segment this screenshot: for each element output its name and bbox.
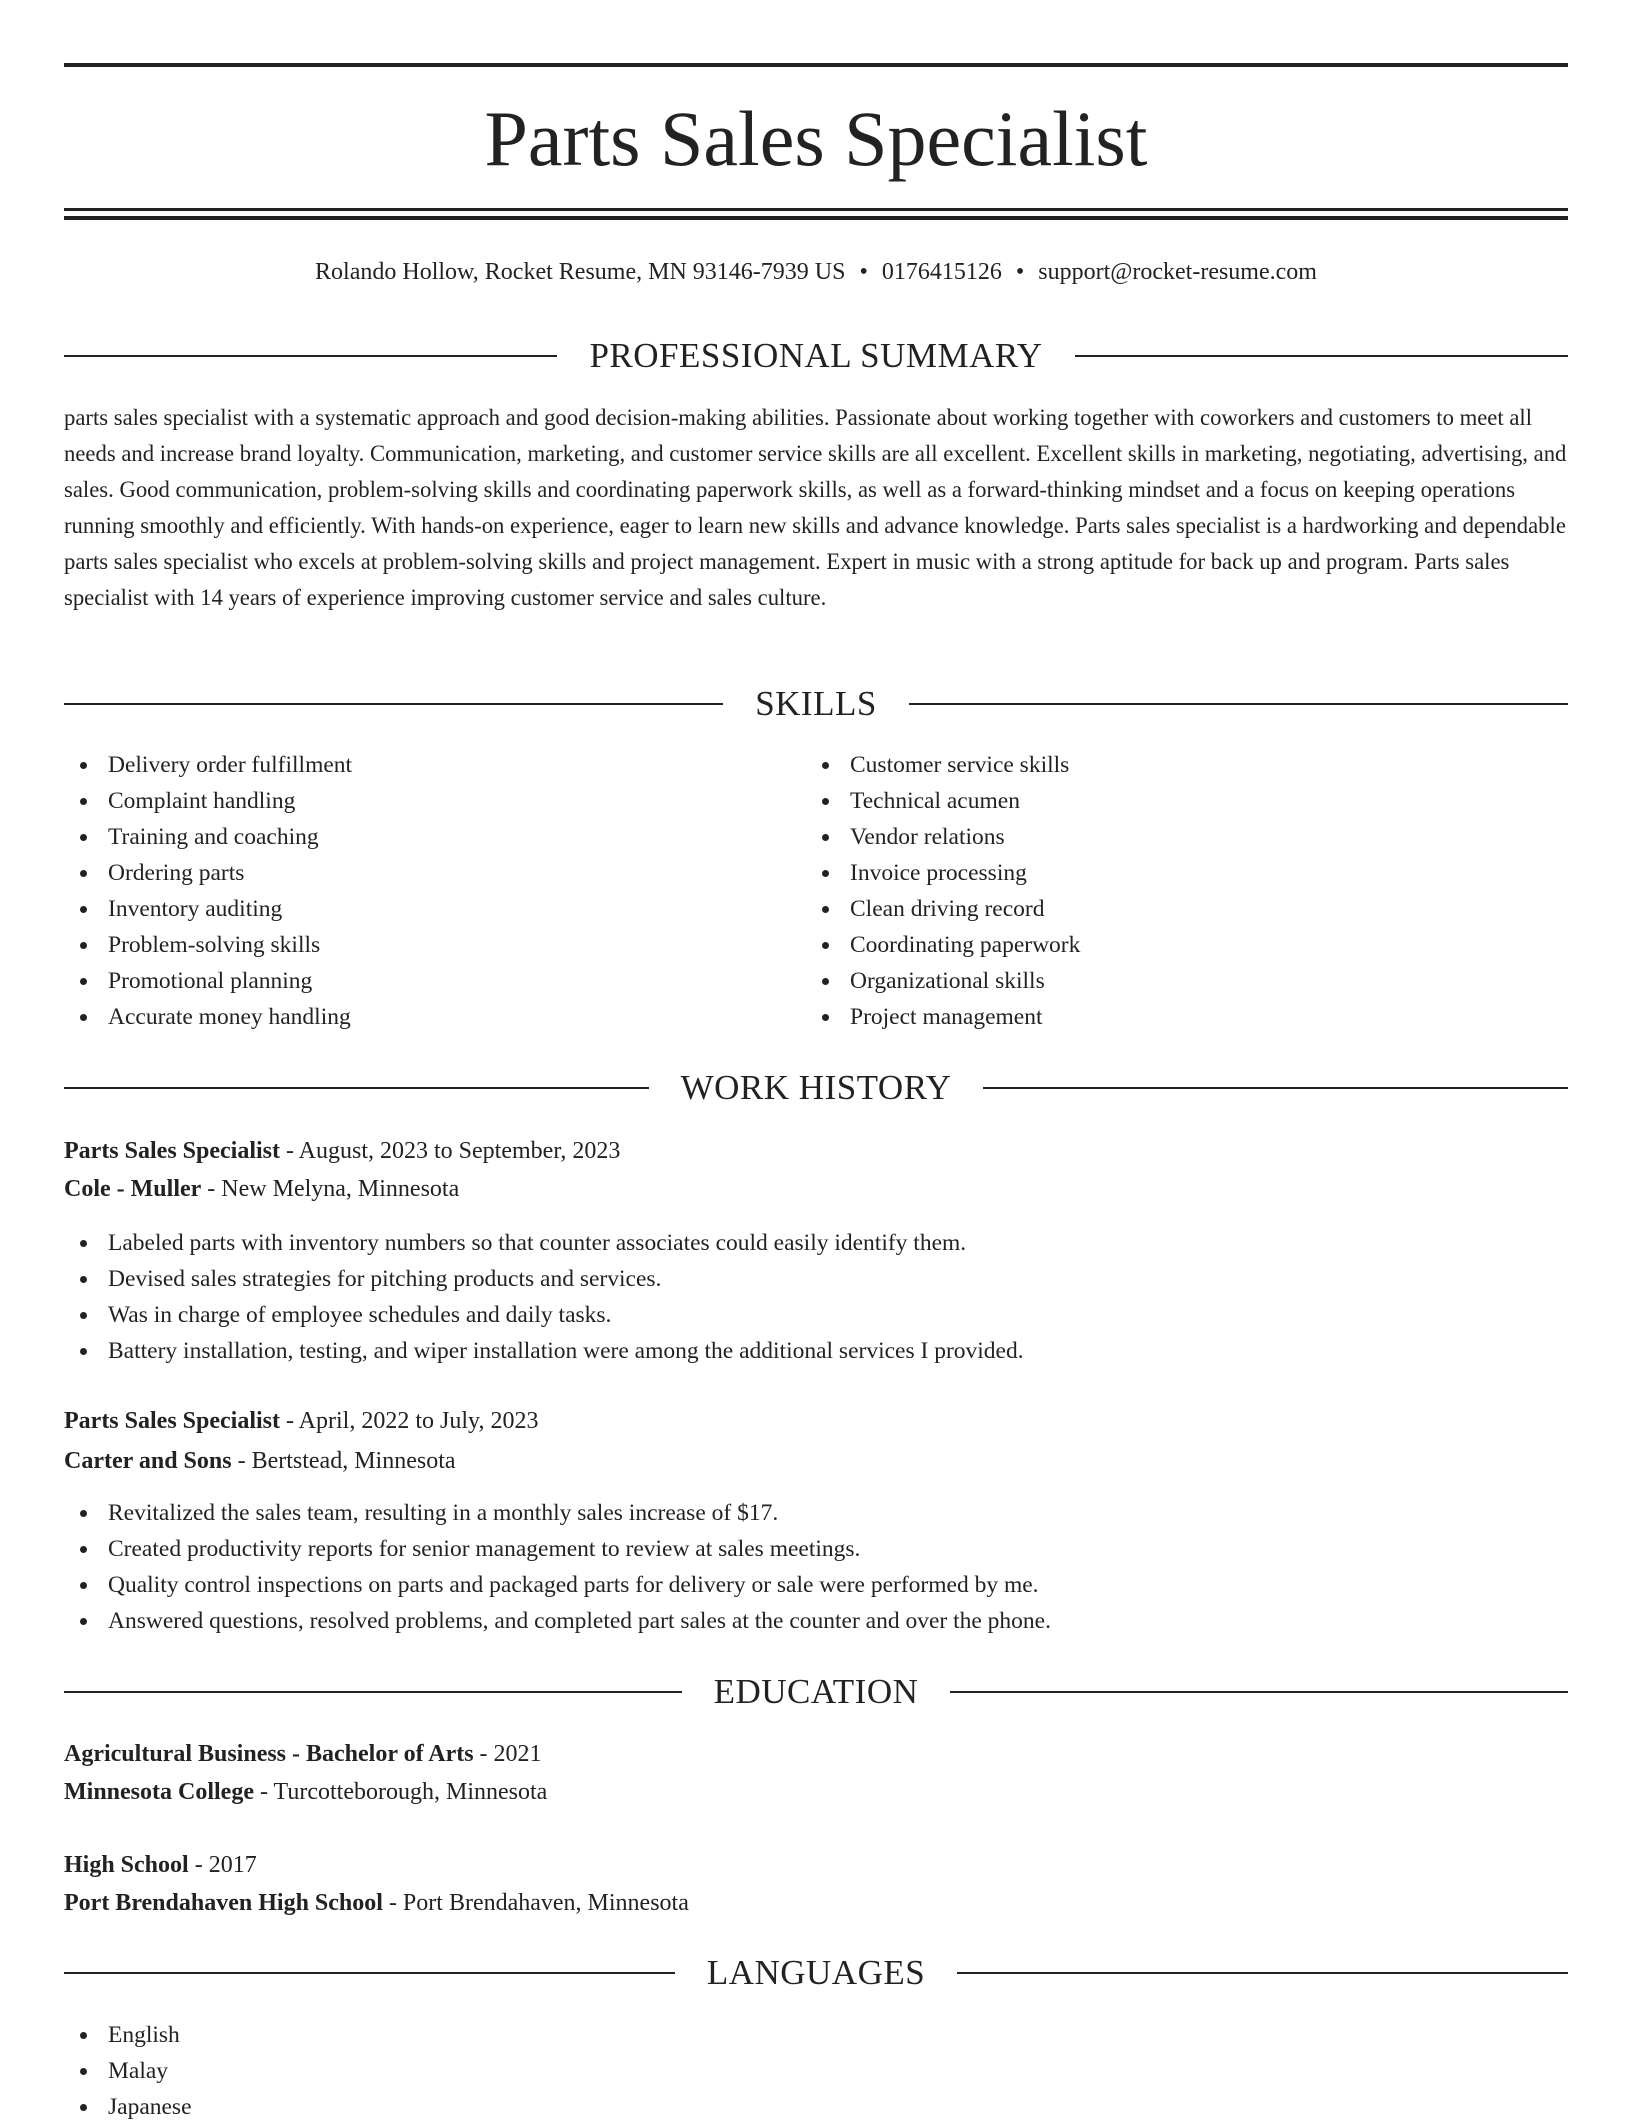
skill-item: Vendor relations — [806, 819, 1506, 855]
education-school-line — [64, 1885, 1568, 1921]
heading-rule — [64, 1087, 649, 1089]
skill-item: Delivery order fulfillment — [64, 747, 764, 783]
skill-item: Promotional planning — [64, 963, 764, 999]
section-heading-work — [64, 1066, 1568, 1110]
education-school: Port Brendahaven High School — [64, 1890, 383, 1916]
skill-item: Inventory auditing — [64, 891, 764, 927]
education-degree-line — [64, 1736, 1568, 1772]
job-bullets — [64, 1495, 1568, 1639]
education-school-line — [64, 1774, 1568, 1810]
skill-item: Problem-solving skills — [64, 927, 764, 963]
skill-item: Coordinating paperwork — [806, 927, 1506, 963]
education-degree-line — [64, 1847, 1568, 1883]
skill-item: Project management — [806, 999, 1506, 1035]
job-company-line — [64, 1443, 1568, 1479]
job-dates: - August, 2023 to September, 2023 — [280, 1138, 621, 1164]
job-location: - Bertstead, Minnesota — [231, 1448, 456, 1474]
section-heading-languages — [64, 1951, 1568, 1995]
section-title: PROFESSIONAL SUMMARY — [589, 336, 1043, 375]
section-title: SKILLS — [755, 684, 877, 723]
contact-address: Rolando Hollow, Rocket Resume, MN 93146-7939 US — [315, 259, 846, 285]
section-title: LANGUAGES — [706, 1953, 926, 1992]
education-location: - Port Brendahaven, Minnesota — [382, 1890, 689, 1916]
job-company: Cole - Muller — [64, 1176, 202, 1202]
job-bullet: Revitalized the sales team, resulting in a monthly sales increase of $17. — [64, 1495, 1568, 1531]
contact-separator: • — [1015, 259, 1025, 285]
section-title: WORK HISTORY — [680, 1068, 952, 1107]
contact-email: support@rocket-resume.com — [1038, 259, 1317, 285]
heading-rule — [957, 1972, 1568, 1974]
heading-rule — [64, 355, 557, 357]
skill-item: Organizational skills — [806, 963, 1506, 999]
heading-rule — [950, 1691, 1568, 1693]
contact-separator: • — [859, 259, 868, 285]
title-bottom-rule — [64, 208, 1568, 211]
heading-rule — [64, 703, 723, 705]
job-title-line — [64, 1133, 1568, 1169]
heading-rule — [1075, 355, 1568, 357]
resume-title: Parts Sales Specialist — [484, 95, 1148, 182]
skill-item: Invoice processing — [806, 855, 1506, 891]
education-year: - 2021 — [473, 1741, 542, 1767]
skill-item: Customer service skills — [806, 747, 1506, 783]
job-location: - New Melyna, Minnesota — [201, 1176, 460, 1202]
summary-text: parts sales specialist with a systematic approach and good decision-making abilities. Passionate about working together with coworkers and customers to meet all needs and increase brand loyalty. Communication, marketing, and customer service skills are all excellent. Excellent skills in marketing, negotiating, advertising, and sales. Good communication, problem-solving skills and coordinating paperwork skills, as well as a forward-thinking mindset and a focus on keeping operations running smoothly and efficiently. With hands-on experience, eager to learn new skills and advance knowledge. Parts sales specialist is a hardworking and dependable parts sales specialist who excels at problem-solving skills and project management. Expert in music with a strong aptitude for back up and program. Parts sales specialist with 14 years of experience improving customer service and sales culture. — [64, 405, 1567, 610]
heading-rule — [909, 703, 1568, 705]
education-degree: High School — [64, 1852, 189, 1878]
job-dates: - April, 2022 to July, 2023 — [280, 1408, 539, 1434]
skill-item: Complaint handling — [64, 783, 764, 819]
skill-item: Ordering parts — [64, 855, 764, 891]
job-bullet: Labeled parts with inventory numbers so that counter associates could easily identify them. — [64, 1225, 1568, 1261]
section-heading-skills — [64, 682, 1568, 726]
language-item: Malay — [64, 2053, 1568, 2089]
skill-item: Clean driving record — [806, 891, 1506, 927]
education-degree: Agricultural Business - Bachelor of Arts — [64, 1741, 474, 1767]
job-bullet: Devised sales strategies for pitching products and services. — [64, 1261, 1568, 1297]
job-company: Carter and Sons — [64, 1448, 232, 1474]
skill-item: Accurate money handling — [64, 999, 764, 1035]
title-top-rule — [64, 63, 1568, 67]
heading-rule — [64, 1972, 675, 1974]
job-bullet: Answered questions, resolved problems, and completed part sales at the counter and over the phone. — [64, 1603, 1568, 1639]
contact-phone: 0176415126 — [881, 259, 1002, 285]
heading-rule — [64, 1691, 682, 1693]
education-year: - 2017 — [188, 1852, 257, 1878]
education-school: Minnesota College — [64, 1779, 254, 1805]
skills-list-left — [64, 747, 764, 1035]
job-bullet: Created productivity reports for senior management to review at sales meetings. — [64, 1531, 1568, 1567]
job-bullet: Quality control inspections on parts and packaged parts for delivery or sale were performed by me. — [64, 1567, 1568, 1603]
section-heading-summary — [64, 334, 1568, 378]
section-title: EDUCATION — [713, 1672, 919, 1711]
section-heading-education — [64, 1670, 1568, 1714]
job-bullet: Was in charge of employee schedules and daily tasks. — [64, 1297, 1568, 1333]
education-location: - Turcotteborough, Minnesota — [253, 1779, 548, 1805]
job-role: Parts Sales Specialist — [64, 1408, 280, 1434]
language-item: English — [64, 2017, 1568, 2053]
skill-item: Training and coaching — [64, 819, 764, 855]
skills-list-right — [806, 747, 1506, 1035]
heading-rule — [983, 1087, 1568, 1089]
job-company-line — [64, 1171, 1568, 1207]
job-bullet: Battery installation, testing, and wiper installation were among the additional services I provided. — [64, 1333, 1568, 1369]
job-role: Parts Sales Specialist — [64, 1138, 280, 1164]
languages-list — [64, 2017, 1568, 2125]
job-bullets — [64, 1225, 1568, 1369]
contact-line — [64, 252, 1568, 292]
job-title-line — [64, 1403, 1568, 1439]
language-item: Japanese — [64, 2089, 1568, 2125]
title-bottom-rule-2 — [64, 216, 1568, 220]
skill-item: Technical acumen — [806, 783, 1506, 819]
